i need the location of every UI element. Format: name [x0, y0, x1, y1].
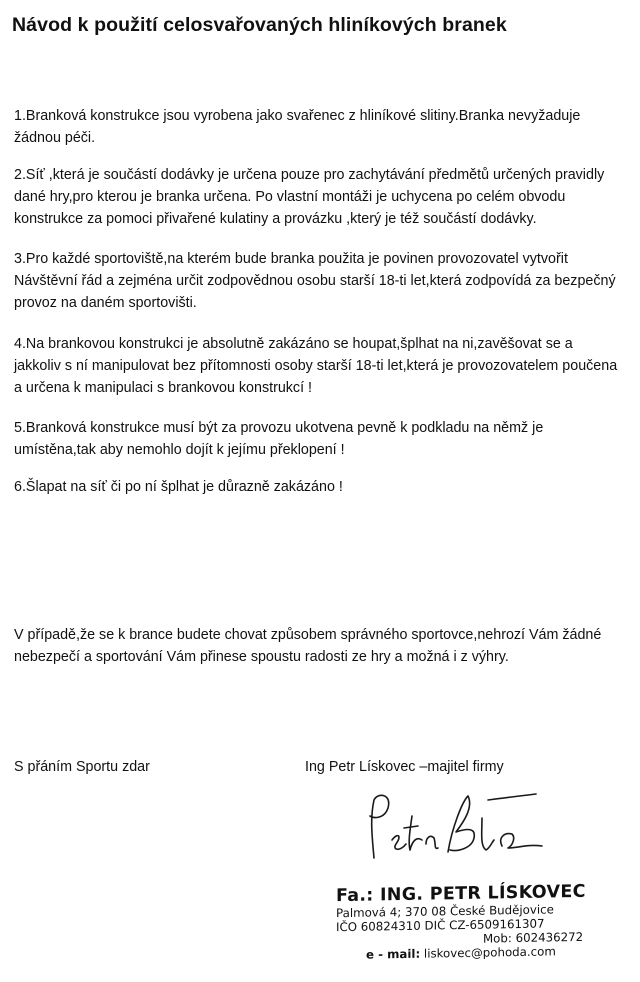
- stamp-email: liskovec@pohoda.com: [423, 944, 556, 961]
- handwritten-signature: [352, 788, 552, 868]
- instruction-2: 2.Síť ,která je součástí dodávky je určena pouze pro zachytávání předmětů určených pravidly dané hry,pro kterou je branka určena. Po vlastní montáži je uchycena po celém obvodu konstrukce za pomoci přivařené kulatiny a provázku ,který je též součástí dodávky.: [14, 167, 605, 227]
- instruction-4: 4.Na brankovou konstrukci je absolutně zakázáno se houpat,šplhat na ni,zavěšovat se a jakkoliv s ní manipulovat bez přítomnosti osoby starší 18-ti let,která je provozovatelem poučena a určena k manipulaci s brankovou konstrukcí !: [14, 336, 618, 396]
- closing-paragraph: V případě,že se k brance budete chovat způsobem správného sportovce,nehrozí Vám žádné nebezpečí a sportování Vám přinese spoustu radosti ze hry a možná i z výhry.: [14, 627, 602, 665]
- instruction-6: 6.Šlapat na síť či po ní šplhat je důrazně zakázáno !: [14, 479, 343, 495]
- document-title: Návod k použití celosvařovaných hliníkových branek: [12, 14, 507, 36]
- stamp-email-line: [336, 944, 586, 962]
- stamp-ids: IČO 60824310 DIČ CZ-6509161307: [336, 916, 545, 935]
- stamp-mobile: Mob: 602436272: [483, 929, 584, 946]
- author-line: Ing Petr Lískovec –majitel firmy: [305, 759, 504, 775]
- instruction-3: 3.Pro každé sportoviště,na kterém bude branka použita je povinen provozovatel vytvořit Návštěvní řád a zejména určit zodpovědnou osobu starší 18-ti let,která zodpovídá za bezpečný provoz na daném sportovišti.: [14, 251, 616, 311]
- instruction-1: 1.Branková konstrukce jsou vyrobena jako svařenec z hliníkové slitiny.Branka nevyžaduje žádnou péči.: [14, 108, 581, 146]
- stamp-email-label: e - mail:: [366, 946, 421, 962]
- company-stamp: [336, 882, 586, 962]
- stamp-address: Palmová 4; 370 08 České Budějovice: [336, 902, 554, 921]
- stamp-company-name: Fa.: ING. PETR LÍSKOVEC: [336, 881, 586, 907]
- instruction-5: 5.Branková konstrukce musí být za provozu ukotvena pevně k podkladu na němž je umístěna,tak aby nemohlo dojít k jejímu překlopení !: [14, 420, 544, 458]
- greeting: S přáním Sportu zdar: [14, 759, 150, 775]
